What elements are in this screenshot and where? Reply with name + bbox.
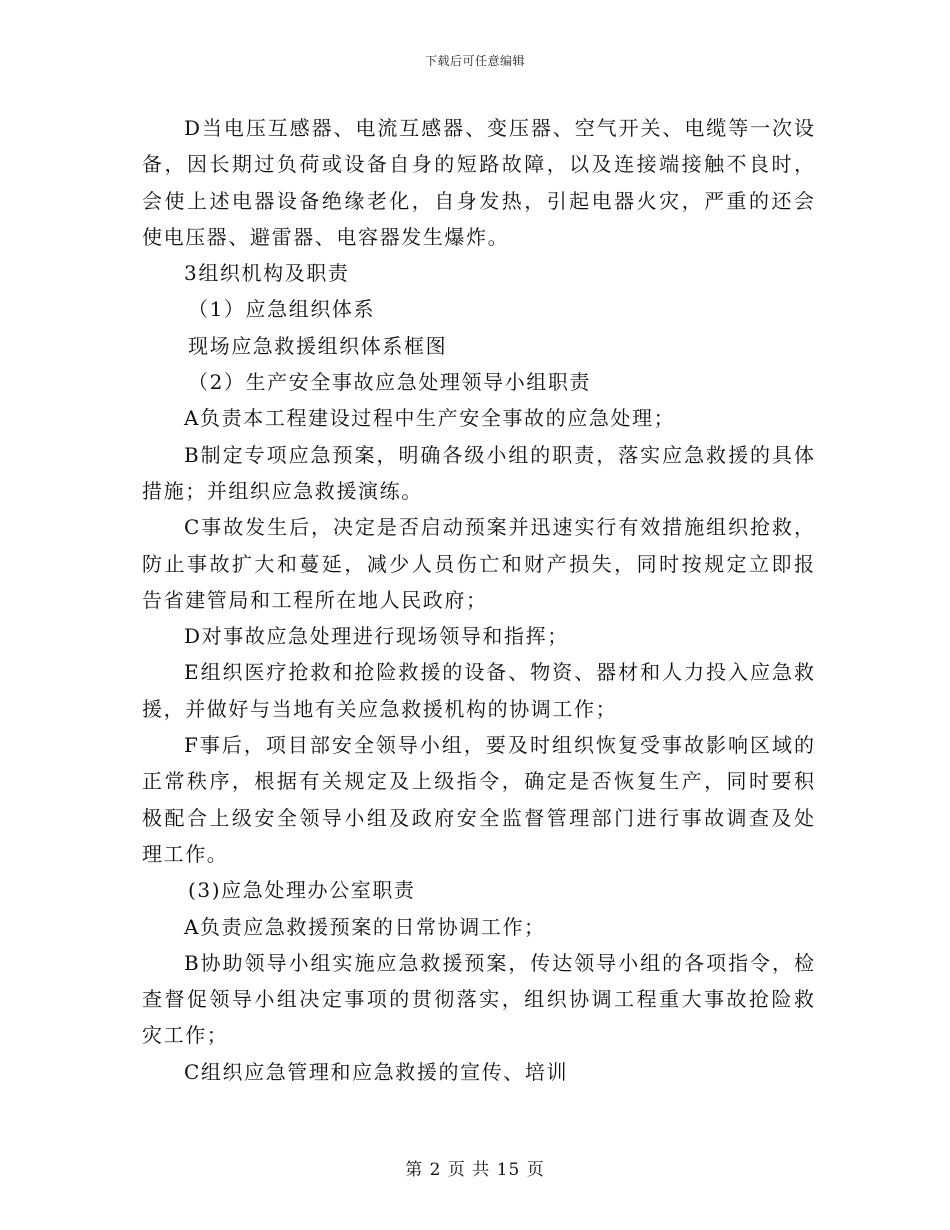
list-item: C组织应急管理和应急救援的宣传、培训 (184, 1059, 569, 1084)
list-item-continuation: 正常秩序，根据有关规定及上级指令，确定是否恢复生产，同时要积 (142, 769, 814, 794)
list-item: A负责应急救援预案的日常协调工作； (184, 914, 546, 939)
list-item-continuation: 查督促领导小组决定事项的贯彻落实，组织协调工程重大事故抢险救 (142, 987, 814, 1012)
subsection-heading: （1）应急组织体系 (188, 297, 376, 322)
subsection-heading: （2）生产安全事故应急处理领导小组职责 (188, 370, 592, 395)
list-item-continuation: 措施；并组织应急救援演练。 (142, 478, 423, 503)
figure-caption: 现场应急救援组织体系框图 (188, 333, 448, 358)
paragraph-line: 备，因长期过负荷或设备自身的短路故障，以及连接端接触不良时， (142, 152, 814, 177)
section-heading: 3组织机构及职责 (184, 261, 350, 286)
page-header: 下载后可任意编辑 (424, 54, 525, 68)
page-number: 第 2 页 共 15 页 (405, 1160, 545, 1180)
list-item: C事故发生后，决定是否启动预案并迅速实行有效措施组织抢救， (184, 515, 814, 540)
document-body (142, 110, 814, 1090)
paragraph-line: 使电压器、避雷器、电容器发生爆炸。 (142, 224, 510, 249)
list-item: A负责本工程建设过程中生产安全事故的应急处理； (184, 406, 676, 431)
list-item-continuation: 极配合上级安全领导小组及政府安全监督管理部门进行事故调查及处 (142, 805, 814, 830)
list-item-continuation: 援，并做好与当地有关应急救援机构的协调工作； (142, 696, 618, 721)
list-item-continuation: 灾工作； (142, 1023, 229, 1048)
list-item-continuation: 理工作。 (142, 841, 229, 866)
subsection-heading: (3)应急处理办公室职责 (188, 878, 416, 903)
paragraph-line: D当电压互感器、电流互感器、变压器、空气开关、电缆等一次设 (184, 116, 814, 140)
list-item: E组织医疗抢救和抢险救援的设备、物资、器材和人力投入应急救 (184, 660, 814, 685)
list-item: F事后，项目部安全领导小组，要及时组织恢复受事故影响区域的 (184, 733, 814, 758)
list-item: B协助领导小组实施应急救援预案，传达领导小组的各项指令，检 (184, 950, 814, 975)
paragraph-line: 会使上述电器设备绝缘老化，自身发热，引起电器火灾，严重的还会 (142, 188, 814, 213)
list-item-continuation: 告省建管局和工程所在地人民政府； (142, 587, 488, 612)
list-item-continuation: 防止事故扩大和蔓延，减少人员伤亡和财产损失，同时按规定立即报 (142, 551, 814, 576)
list-item: D对事故应急处理进行现场领导和指挥； (184, 624, 569, 649)
list-item: B制定专项应急预案，明确各级小组的职责，落实应急救援的具体 (184, 442, 814, 467)
